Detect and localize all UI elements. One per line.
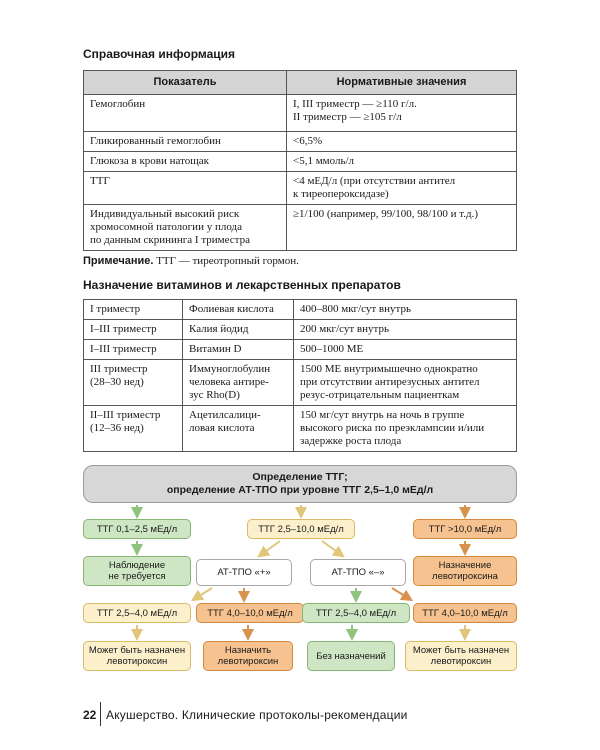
note-label: Примечание. — [83, 255, 154, 267]
table-cell: I триместр — [84, 300, 183, 320]
table-cell: Ацетилсалици- ловая кислота — [183, 406, 294, 452]
table-cell: Индивидуальный высокий риск хромосомной патологии у плода по данным скрининга I триместра — [84, 205, 287, 251]
table-row — [84, 320, 517, 340]
table-cell: ≥1/100 (например, 99/100, 98/100 и т.д.) — [287, 205, 517, 251]
flow-atpo-positive-box: АТ-ТПО «+» — [196, 559, 292, 586]
table-cell: <5,1 ммоль/л — [287, 152, 517, 172]
table-cell: <6,5% — [287, 132, 517, 152]
table-cell: III триместр (28–30 нед) — [84, 360, 183, 406]
table-row — [84, 95, 517, 132]
table-cell: II–III триместр (12–36 нед) — [84, 406, 183, 452]
flow-tsh-box: ТТГ 2,5–4,0 мЕд/л — [302, 603, 410, 623]
reference-table — [83, 70, 517, 251]
flow-result-box: Может быть назначен левотироксин — [405, 641, 517, 671]
table-cell: I–III триместр — [84, 320, 183, 340]
table-cell: 1500 МЕ внутримышечно однократно при отсутствии антирезусных антител резус-отрицательным пациенткам — [294, 360, 517, 406]
note-text: ТТГ — тиреотропный гормон. — [153, 255, 299, 267]
flow-start-box: Определение ТТГ; определение АТ-ТПО при уровне ТТГ 2,5–1,0 мЕд/л — [83, 465, 517, 503]
table-row — [84, 300, 517, 320]
table-row — [84, 152, 517, 172]
flow-tsh-low-box: ТТГ 0,1–2,5 мЕд/л — [83, 519, 191, 539]
table-cell: Гликированный гемоглобин — [84, 132, 287, 152]
table-cell: <4 мЕД/л (при отсутствии антител к тиреопероксидазе) — [287, 172, 517, 205]
table-cell: ТТГ — [84, 172, 287, 205]
flow-no-observation-box: Наблюдение не требуется — [83, 556, 191, 586]
flow-result-box: Может быть назначен левотироксин — [83, 641, 191, 671]
table-note — [83, 255, 299, 267]
table-row — [84, 406, 517, 452]
table-row — [84, 172, 517, 205]
table-cell: Витамин D — [183, 340, 294, 360]
vitamins-section-title: Назначение витаминов и лекарственных препаратов — [83, 278, 401, 292]
arrow — [392, 588, 408, 598]
table-cell: I, III триместр — ≥110 г/л. II триместр — ≥105 г/л — [287, 95, 517, 132]
flow-tsh-box: ТТГ 2,5–4,0 мЕд/л — [83, 603, 191, 623]
vitamins-table — [83, 299, 517, 452]
table-cell: 500–1000 МЕ — [294, 340, 517, 360]
table-cell: I–III триместр — [84, 340, 183, 360]
table-cell: 150 мг/сут внутрь на ночь в группе высокого риска по преэклампсии и/или задержке роста плода — [294, 406, 517, 452]
column-header: Показатель — [84, 71, 287, 95]
table-cell: 200 мкг/сут внутрь — [294, 320, 517, 340]
table-row — [84, 132, 517, 152]
table-cell: Гемоглобин — [84, 95, 287, 132]
table-cell: 400–800 мкг/сут внутрь — [294, 300, 517, 320]
table-cell: Фолиевая кислота — [183, 300, 294, 320]
table-cell: Глюкоза в крови натощак — [84, 152, 287, 172]
table-cell: Иммуноглобулин человека антире- зус Rho(D) — [183, 360, 294, 406]
column-header: Нормативные значения — [287, 71, 517, 95]
arrow — [322, 541, 340, 554]
reference-section-title: Справочная информация — [83, 47, 236, 61]
page-number: 22 — [83, 708, 97, 722]
table-row — [84, 205, 517, 251]
flow-result-box: Без назначений — [307, 641, 395, 671]
flow-atpo-negative-box: АТ-ТПО «–» — [310, 559, 406, 586]
arrow — [262, 541, 280, 554]
footer-divider — [100, 702, 101, 726]
table-row — [84, 340, 517, 360]
flow-tsh-box: ТТГ 4,0–10,0 мЕд/л — [196, 603, 304, 623]
table-cell: Калия йодид — [183, 320, 294, 340]
arrow — [196, 588, 212, 598]
flow-levothyroxine-box: Назначение левотироксина — [413, 556, 517, 586]
flow-tsh-mid-box: ТТГ 2,5–10,0 мЕд/л — [247, 519, 355, 539]
flow-result-box: Назначить левотироксин — [203, 641, 293, 671]
running-footer-title: Акушерство. Клинические протоколы-рекомендации — [106, 708, 408, 722]
flow-tsh-high-box: ТТГ >10,0 мЕд/л — [413, 519, 517, 539]
table-row — [84, 360, 517, 406]
flow-tsh-box: ТТГ 4,0–10,0 мЕд/л — [413, 603, 517, 623]
